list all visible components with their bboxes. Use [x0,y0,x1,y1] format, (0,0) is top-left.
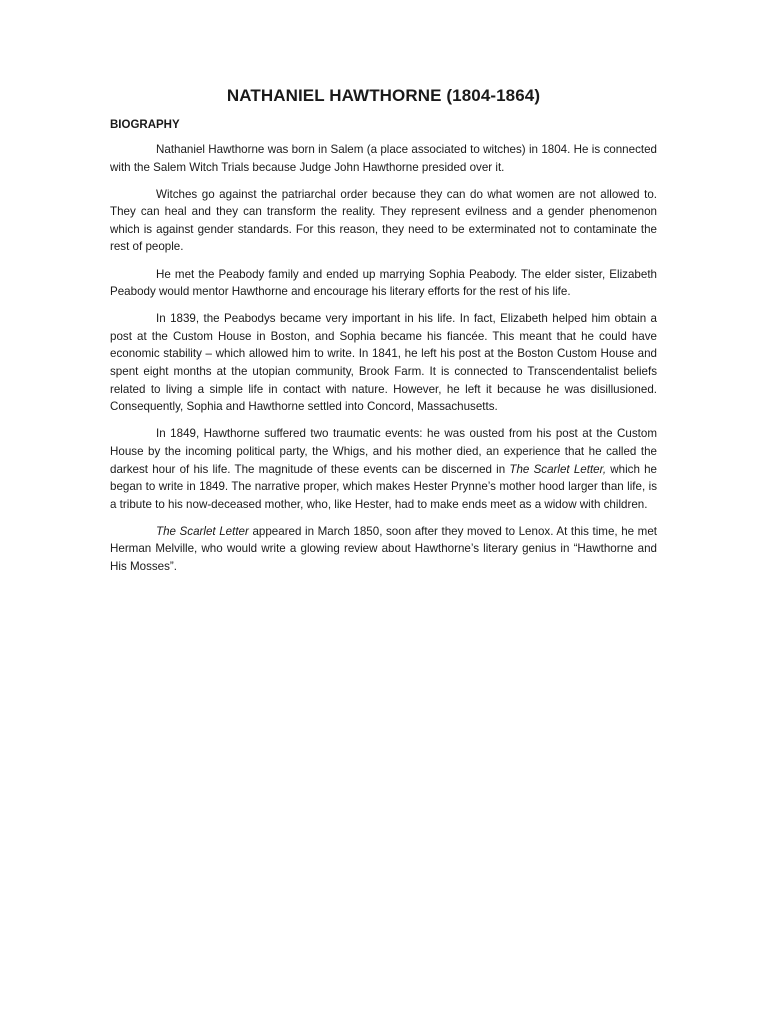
paragraph-2: Witches go against the patriarchal order because they can do what women are not allowed to. They can heal and they can transform the reality. They represent evilness and a gender phenomenon which is against gender standards. For this reason, they need to be exterminated not to contaminate the rest of people. [110,187,657,254]
document-page [110,86,657,585]
document-title: NATHANIEL HAWTHORNE (1804-1864) [226,86,541,105]
paragraph-3: He met the Peabody family and ended up marrying Sophia Peabody. The elder sister, Elizabeth Peabody would mentor Hawthorne and encourage his literary efforts for the rest of his life. [110,267,657,299]
paragraph-1: Nathaniel Hawthorne was born in Salem (a place associated to witches) in 1804. He is connected with the Salem Witch Trials because Judge John Hawthorne presided over it. [110,143,657,174]
paragraph-5-text-b: which he began to write in 1849. The narrative proper, which makes Hester Prynne’s mother hood larger than life, is a tribute to his now-deceased mother, who, like Hester, had to make ends meet as a widow with children. [110,462,657,511]
paragraph-6 [110,523,657,576]
paragraph-4: In 1839, the Peabodys became very important in his life. In fact, Elizabeth helped him obtain a post at the Custom House in Boston, and Sophia became his fiancée. This meant that he could have economic stability – which allowed him to write. In 1841, he left his post at the Boston Custom House and spent eight months at the utopian community, Brook Farm. It is connected to Transcendentalist beliefs related to living a simple life in contact with nature. However, he left it because he was disillusioned. Consequently, Sophia and Hawthorne settled into Concord, Massachusetts. [110,312,657,414]
section-heading-biography: BIOGRAPHY [110,119,180,131]
paragraph-5 [110,425,657,513]
paragraph-5-text-a: In 1849, Hawthorne suffered two traumatic events: he was ousted from his post at the Custom House by the incoming political party, the Whigs, and his mother died, an experience that he called the darkest hour of his life. The magnitude of these events can be discerned in [110,427,657,476]
paragraph-6-text: appeared in March 1850, soon after they moved to Lenox. At this time, he met Herman Melville, who would write a glowing review about Hawthorne’s literary genius in “Hawthorne and His Mosses”. [110,524,658,573]
paragraph-5-book-title: The Scarlet Letter, [509,462,607,476]
paragraph-6-book-title: The Scarlet Letter [156,524,249,538]
